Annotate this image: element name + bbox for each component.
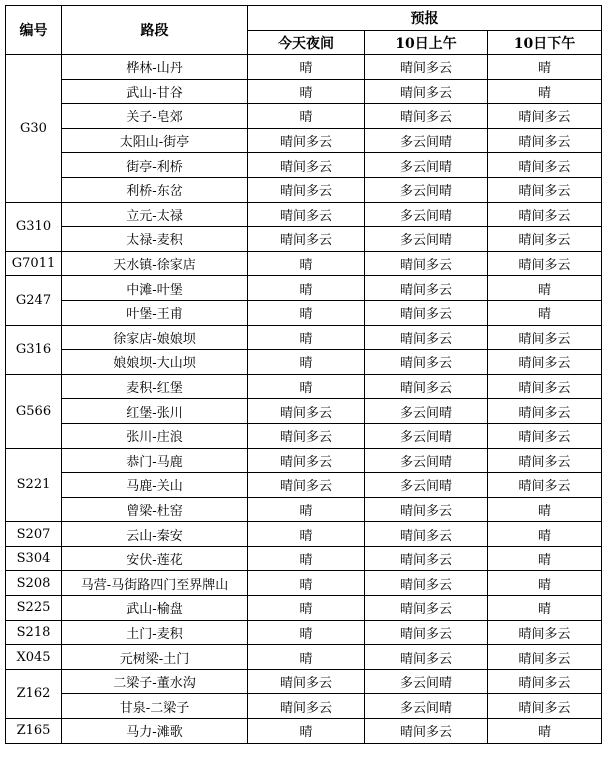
road-segment: 武山-榆盘 <box>62 596 248 621</box>
forecast-afternoon: 晴 <box>488 522 602 547</box>
forecast-morning: 晴间多云 <box>365 571 488 596</box>
table-row <box>6 153 602 178</box>
forecast-morning: 晴间多云 <box>365 55 488 80</box>
forecast-morning: 晴间多云 <box>365 546 488 571</box>
road-segment: 安伏-莲花 <box>62 546 248 571</box>
header-segment: 路段 <box>62 6 248 55</box>
forecast-body <box>6 55 602 744</box>
forecast-afternoon: 晴 <box>488 300 602 325</box>
table-row <box>6 300 602 325</box>
road-segment: 徐家店-娘娘坝 <box>62 325 248 350</box>
forecast-afternoon: 晴间多云 <box>488 350 602 375</box>
route-code: S218 <box>6 620 62 645</box>
road-segment: 张川-庄浪 <box>62 423 248 448</box>
route-code: Z165 <box>6 719 62 744</box>
forecast-tonight: 晴 <box>248 350 365 375</box>
forecast-tonight: 晴间多云 <box>248 448 365 473</box>
road-segment: 武山-甘谷 <box>62 79 248 104</box>
forecast-morning: 晴间多云 <box>365 300 488 325</box>
table-row <box>6 227 602 252</box>
forecast-tonight: 晴间多云 <box>248 153 365 178</box>
forecast-afternoon: 晴间多云 <box>488 694 602 719</box>
table-row <box>6 202 602 227</box>
table-row <box>6 522 602 547</box>
forecast-tonight: 晴 <box>248 620 365 645</box>
route-code: S225 <box>6 596 62 621</box>
table-row <box>6 104 602 129</box>
forecast-tonight: 晴 <box>248 522 365 547</box>
forecast-tonight: 晴 <box>248 325 365 350</box>
forecast-morning: 晴间多云 <box>365 104 488 129</box>
forecast-afternoon: 晴间多云 <box>488 202 602 227</box>
forecast-morning: 多云间晴 <box>365 128 488 153</box>
table-row <box>6 128 602 153</box>
forecast-tonight: 晴间多云 <box>248 669 365 694</box>
table-row <box>6 719 602 744</box>
forecast-afternoon: 晴间多云 <box>488 104 602 129</box>
header-forecast: 预报 <box>248 6 602 31</box>
forecast-afternoon: 晴 <box>488 571 602 596</box>
forecast-afternoon: 晴 <box>488 79 602 104</box>
table-row <box>6 276 602 301</box>
forecast-morning: 晴间多云 <box>365 251 488 276</box>
forecast-morning: 多云间晴 <box>365 202 488 227</box>
forecast-morning: 多云间晴 <box>365 153 488 178</box>
table-row <box>6 571 602 596</box>
route-code: S304 <box>6 546 62 571</box>
table-row <box>6 497 602 522</box>
forecast-morning: 多云间晴 <box>365 227 488 252</box>
forecast-afternoon: 晴间多云 <box>488 251 602 276</box>
forecast-morning: 晴间多云 <box>365 596 488 621</box>
road-segment: 红堡-张川 <box>62 399 248 424</box>
forecast-morning: 晴间多云 <box>365 645 488 670</box>
forecast-tonight: 晴间多云 <box>248 128 365 153</box>
route-code: S221 <box>6 448 62 522</box>
road-segment: 关子-皂郊 <box>62 104 248 129</box>
forecast-afternoon: 晴间多云 <box>488 620 602 645</box>
forecast-tonight: 晴 <box>248 497 365 522</box>
road-segment: 马营-马街路四门至界牌山 <box>62 571 248 596</box>
table-row <box>6 399 602 424</box>
table-row <box>6 546 602 571</box>
route-code: G247 <box>6 276 62 325</box>
table-row <box>6 694 602 719</box>
road-segment: 土门-麦积 <box>62 620 248 645</box>
forecast-tonight: 晴间多云 <box>248 423 365 448</box>
forecast-morning: 多云间晴 <box>365 423 488 448</box>
table-row <box>6 251 602 276</box>
forecast-afternoon: 晴间多云 <box>488 399 602 424</box>
forecast-afternoon: 晴间多云 <box>488 374 602 399</box>
forecast-tonight: 晴 <box>248 374 365 399</box>
table-row <box>6 350 602 375</box>
forecast-tonight: 晴间多云 <box>248 177 365 202</box>
header-period-tonight: 今天夜间 <box>248 31 365 55</box>
forecast-afternoon: 晴间多云 <box>488 448 602 473</box>
forecast-morning: 晴间多云 <box>365 350 488 375</box>
road-segment: 曾梁-杜窑 <box>62 497 248 522</box>
route-code: G316 <box>6 325 62 374</box>
forecast-tonight: 晴间多云 <box>248 694 365 719</box>
forecast-morning: 多云间晴 <box>365 177 488 202</box>
forecast-tonight: 晴 <box>248 276 365 301</box>
forecast-table <box>5 5 602 744</box>
road-segment: 恭门-马鹿 <box>62 448 248 473</box>
forecast-tonight: 晴 <box>248 300 365 325</box>
road-segment: 麦积-红堡 <box>62 374 248 399</box>
forecast-afternoon: 晴间多云 <box>488 669 602 694</box>
header-period-afternoon: 10日下午 <box>488 31 602 55</box>
route-code: G566 <box>6 374 62 448</box>
table-row <box>6 374 602 399</box>
forecast-tonight: 晴 <box>248 571 365 596</box>
forecast-tonight: 晴 <box>248 645 365 670</box>
road-segment: 桦林-山丹 <box>62 55 248 80</box>
forecast-tonight: 晴间多云 <box>248 399 365 424</box>
forecast-afternoon: 晴间多云 <box>488 645 602 670</box>
road-segment: 太阳山-街亭 <box>62 128 248 153</box>
forecast-morning: 多云间晴 <box>365 399 488 424</box>
forecast-tonight: 晴 <box>248 719 365 744</box>
table-row <box>6 177 602 202</box>
forecast-morning: 晴间多云 <box>365 522 488 547</box>
route-code: G30 <box>6 55 62 203</box>
road-segment: 太禄-麦积 <box>62 227 248 252</box>
forecast-tonight: 晴 <box>248 55 365 80</box>
table-row <box>6 448 602 473</box>
forecast-tonight: 晴 <box>248 596 365 621</box>
table-row <box>6 79 602 104</box>
forecast-afternoon: 晴间多云 <box>488 128 602 153</box>
road-segment: 天水镇-徐家店 <box>62 251 248 276</box>
road-segment: 立元-太禄 <box>62 202 248 227</box>
forecast-morning: 晴间多云 <box>365 374 488 399</box>
forecast-morning: 晴间多云 <box>365 79 488 104</box>
table-row <box>6 473 602 498</box>
route-code: G310 <box>6 202 62 251</box>
forecast-afternoon: 晴 <box>488 497 602 522</box>
road-segment: 马鹿-关山 <box>62 473 248 498</box>
forecast-tonight: 晴间多云 <box>248 202 365 227</box>
table-row <box>6 669 602 694</box>
road-segment: 娘娘坝-大山坝 <box>62 350 248 375</box>
table-row <box>6 596 602 621</box>
road-segment: 中滩-叶堡 <box>62 276 248 301</box>
header-code: 编号 <box>6 6 62 55</box>
road-segment: 利桥-东岔 <box>62 177 248 202</box>
table-row <box>6 55 602 80</box>
route-code: S208 <box>6 571 62 596</box>
route-code: Z162 <box>6 669 62 718</box>
forecast-afternoon: 晴间多云 <box>488 473 602 498</box>
table-row <box>6 325 602 350</box>
forecast-morning: 多云间晴 <box>365 448 488 473</box>
road-segment: 马力-滩歌 <box>62 719 248 744</box>
forecast-afternoon: 晴间多云 <box>488 227 602 252</box>
forecast-tonight: 晴 <box>248 79 365 104</box>
route-code: X045 <box>6 645 62 670</box>
route-code: S207 <box>6 522 62 547</box>
forecast-morning: 晴间多云 <box>365 325 488 350</box>
road-segment: 甘泉-二梁子 <box>62 694 248 719</box>
road-segment: 二梁子-董水沟 <box>62 669 248 694</box>
forecast-afternoon: 晴 <box>488 276 602 301</box>
table-row <box>6 620 602 645</box>
forecast-afternoon: 晴间多云 <box>488 423 602 448</box>
header-period-morning: 10日上午 <box>365 31 488 55</box>
forecast-tonight: 晴间多云 <box>248 473 365 498</box>
forecast-afternoon: 晴间多云 <box>488 325 602 350</box>
forecast-morning: 晴间多云 <box>365 719 488 744</box>
forecast-morning: 多云间晴 <box>365 669 488 694</box>
forecast-tonight: 晴 <box>248 251 365 276</box>
route-code: G7011 <box>6 251 62 276</box>
forecast-afternoon: 晴 <box>488 546 602 571</box>
header-row <box>6 6 602 31</box>
road-segment: 叶堡-王甫 <box>62 300 248 325</box>
forecast-afternoon: 晴间多云 <box>488 177 602 202</box>
table-row <box>6 645 602 670</box>
road-segment: 街亭-利桥 <box>62 153 248 178</box>
forecast-morning: 多云间晴 <box>365 473 488 498</box>
forecast-morning: 多云间晴 <box>365 694 488 719</box>
forecast-morning: 晴间多云 <box>365 497 488 522</box>
forecast-morning: 晴间多云 <box>365 276 488 301</box>
forecast-tonight: 晴 <box>248 546 365 571</box>
forecast-tonight: 晴间多云 <box>248 227 365 252</box>
road-segment: 元树梁-土门 <box>62 645 248 670</box>
forecast-afternoon: 晴 <box>488 719 602 744</box>
forecast-tonight: 晴 <box>248 104 365 129</box>
road-segment: 云山-秦安 <box>62 522 248 547</box>
forecast-afternoon: 晴 <box>488 55 602 80</box>
forecast-afternoon: 晴 <box>488 596 602 621</box>
forecast-morning: 晴间多云 <box>365 620 488 645</box>
table-row <box>6 423 602 448</box>
forecast-afternoon: 晴间多云 <box>488 153 602 178</box>
